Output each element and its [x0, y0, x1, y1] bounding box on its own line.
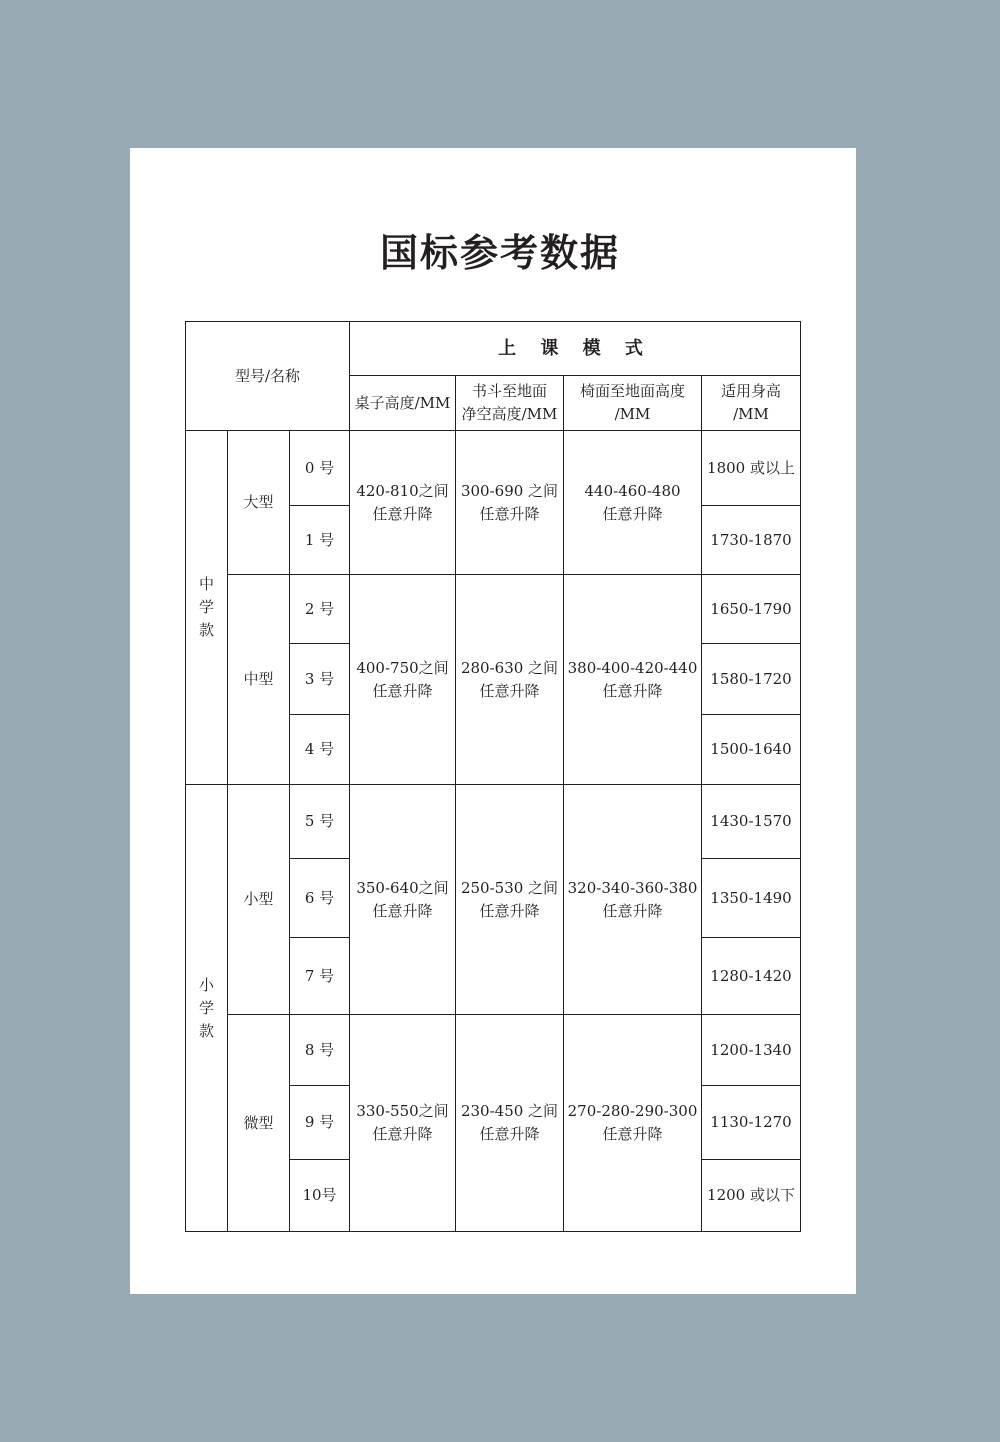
desk-height-header: 桌子高度/MM	[350, 376, 456, 431]
user-height-value: 1200 或以下	[702, 1160, 801, 1232]
type-name: 微型	[228, 1015, 290, 1232]
drawer-clearance-value: 230-450 之间 任意升降	[456, 1015, 564, 1232]
table-row	[186, 785, 801, 859]
size-label: 4 号	[290, 715, 350, 785]
type-name: 中型	[228, 575, 290, 785]
spec-table-body	[186, 322, 801, 1232]
user-height-value: 1650-1790	[702, 575, 801, 644]
user-height-value: 1280-1420	[702, 938, 801, 1015]
desk-height-value: 400-750之间 任意升降	[350, 575, 456, 785]
seat-height-value: 440-460-480 任意升降	[564, 431, 702, 575]
size-label: 3 号	[290, 644, 350, 715]
user-height-header: 适用身高 /MM	[702, 376, 801, 431]
user-height-value: 1430-1570	[702, 785, 801, 859]
series-name: 小 学 款	[186, 785, 228, 1232]
type-name: 大型	[228, 431, 290, 575]
drawer-clearance-header: 书斗至地面 净空高度/MM	[456, 376, 564, 431]
size-label: 6 号	[290, 859, 350, 938]
class-mode-header: 上 课 模 式	[350, 322, 801, 376]
size-label: 7 号	[290, 938, 350, 1015]
drawer-clearance-value: 280-630 之间 任意升降	[456, 575, 564, 785]
size-label: 9 号	[290, 1086, 350, 1160]
drawer-clearance-value: 300-690 之间 任意升降	[456, 431, 564, 575]
table-row	[186, 575, 801, 644]
desk-height-value: 350-640之间 任意升降	[350, 785, 456, 1015]
page-title: 国标参考数据	[379, 231, 620, 275]
size-label: 0 号	[290, 431, 350, 506]
size-label: 2 号	[290, 575, 350, 644]
desk-height-value: 420-810之间 任意升降	[350, 431, 456, 575]
user-height-value: 1200-1340	[702, 1015, 801, 1086]
user-height-value: 1500-1640	[702, 715, 801, 785]
size-label: 8 号	[290, 1015, 350, 1086]
seat-height-value: 380-400-420-440 任意升降	[564, 575, 702, 785]
drawer-clearance-value: 250-530 之间 任意升降	[456, 785, 564, 1015]
table-row	[186, 431, 801, 506]
size-label: 1 号	[290, 506, 350, 575]
spec-table	[185, 321, 801, 1232]
desk-height-value: 330-550之间 任意升降	[350, 1015, 456, 1232]
size-label: 10号	[290, 1160, 350, 1232]
seat-height-value: 270-280-290-300 任意升降	[564, 1015, 702, 1232]
series-name: 中 学 款	[186, 431, 228, 785]
user-height-value: 1800 或以上	[702, 431, 801, 506]
user-height-value: 1350-1490	[702, 859, 801, 938]
seat-height-value: 320-340-360-380 任意升降	[564, 785, 702, 1015]
user-height-value: 1130-1270	[702, 1086, 801, 1160]
seat-height-header: 椅面至地面高度 /MM	[564, 376, 702, 431]
type-name: 小型	[228, 785, 290, 1015]
model-name-header: 型号/名称	[186, 322, 350, 431]
size-label: 5 号	[290, 785, 350, 859]
user-height-value: 1580-1720	[702, 644, 801, 715]
header-row	[186, 322, 801, 376]
table-row	[186, 1015, 801, 1086]
user-height-value: 1730-1870	[702, 506, 801, 575]
